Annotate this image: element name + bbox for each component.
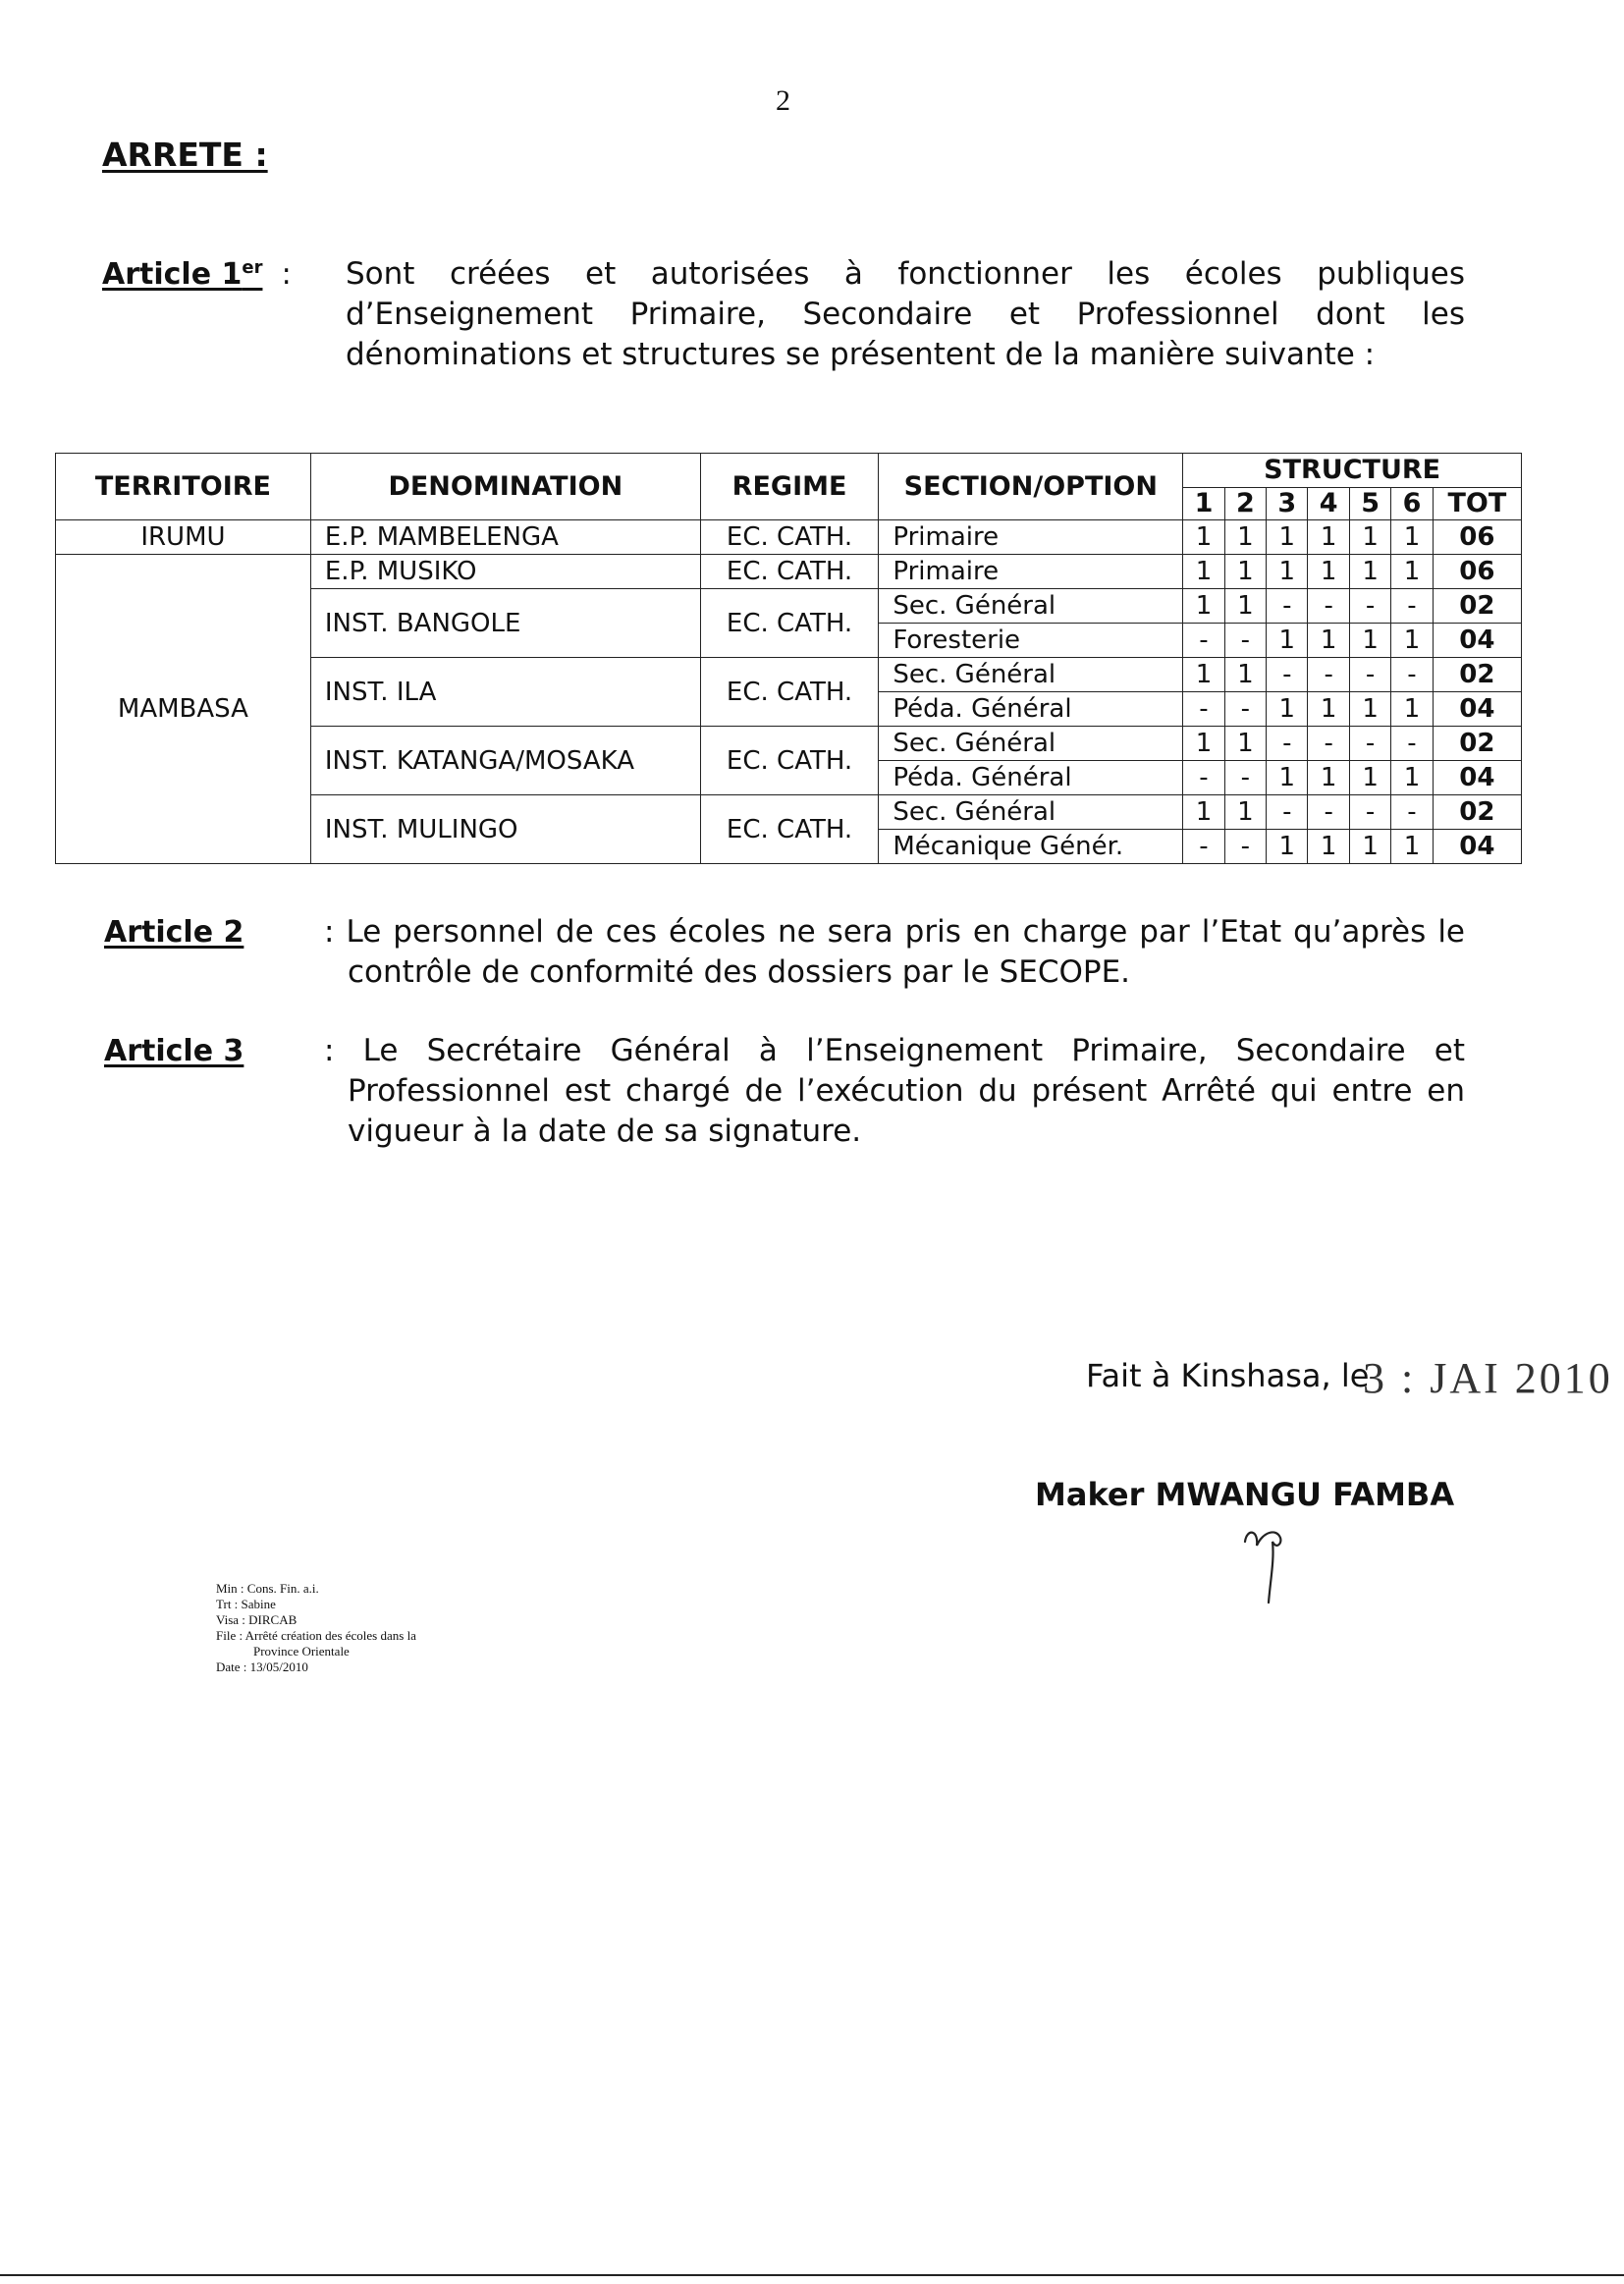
cell-section: Mécanique Génér. [879,830,1183,864]
cell-s6: - [1391,658,1433,692]
cell-s6: 1 [1391,624,1433,658]
handwritten-signature [1237,1520,1296,1608]
footer-file: File : Arrêté création des écoles dans la [216,1628,416,1643]
cell-denomination: INST. MULINGO [310,795,700,864]
table-row [56,555,1522,589]
cell-tot: 04 [1433,692,1521,727]
cell-s3: 1 [1267,761,1308,795]
cell-s1: 1 [1183,658,1224,692]
cell-regime: EC. CATH. [700,795,879,864]
cell-section: Sec. Général [879,589,1183,624]
cell-denomination: E.P. MAMBELENGA [310,520,700,555]
cell-s2: 1 [1224,555,1266,589]
cell-s1: 1 [1183,589,1224,624]
cell-s3: - [1267,658,1308,692]
schools-structure-table [55,453,1522,864]
cell-regime: EC. CATH. [700,658,879,727]
cell-s1: - [1183,830,1224,864]
cell-s2: - [1224,830,1266,864]
cell-s6: 1 [1391,830,1433,864]
cell-s2: - [1224,761,1266,795]
header-tot: TOT [1433,488,1521,520]
cell-regime: EC. CATH. [700,555,879,589]
footer-min: Min : Cons. Fin. a.i. [216,1581,319,1596]
header-regime: REGIME [700,454,879,520]
cell-s1: 1 [1183,727,1224,761]
header-col-3: 3 [1267,488,1308,520]
cell-s2: 1 [1224,658,1266,692]
cell-s3: 1 [1267,520,1308,555]
article-1-line-1: Sont créées et autorisées à fonctionner les écoles publiques [346,256,1465,292]
header-col-1: 1 [1183,488,1224,520]
cell-tot: 06 [1433,520,1521,555]
cell-territoire: MAMBASA [56,555,311,864]
article-1-line-3: dénominations et structures se présentent de la manière suivante : [346,337,1376,372]
cell-s4: 1 [1308,830,1349,864]
article-3-line-2: Professionnel est chargé de l’exécution du présent Arrêté qui entre en [348,1073,1465,1109]
cell-s5: - [1349,795,1390,830]
cell-denomination: INST. KATANGA/MOSAKA [310,727,700,795]
header-col-6: 6 [1391,488,1433,520]
footer-date: Date : 13/05/2010 [216,1659,308,1674]
cell-section: Sec. Général [879,795,1183,830]
article-3-line-1: : Le Secrétaire Général à l’Enseignement Primaire, Secondaire et [324,1033,1465,1068]
article-1-label [102,257,292,292]
cell-s6: - [1391,727,1433,761]
cell-s4: - [1308,658,1349,692]
signatory-name: Maker MWANGU FAMBA [1035,1476,1455,1513]
cell-s5: - [1349,727,1390,761]
article-3-body [324,1031,1465,1152]
cell-tot: 02 [1433,795,1521,830]
cell-s2: 1 [1224,520,1266,555]
cell-s4: - [1308,589,1349,624]
cell-denomination: E.P. MUSIKO [310,555,700,589]
article-1-line-2: d’Enseignement Primaire, Secondaire et Professionnel dont les [346,297,1465,332]
cell-s4: - [1308,795,1349,830]
cell-section: Sec. Général [879,727,1183,761]
cell-s2: 1 [1224,727,1266,761]
cell-territoire: IRUMU [56,520,311,555]
cell-s5: 1 [1349,692,1390,727]
cell-regime: EC. CATH. [700,520,879,555]
cell-s5: 1 [1349,520,1390,555]
cell-s4: 1 [1308,624,1349,658]
cell-s1: - [1183,624,1224,658]
article-2-line-1: : Le personnel de ces écoles ne sera pris en charge par l’Etat qu’après le [324,914,1465,950]
cell-section: Sec. Général [879,658,1183,692]
cell-section: Primaire [879,555,1183,589]
cell-section: Péda. Général [879,692,1183,727]
cell-s6: 1 [1391,761,1433,795]
cell-s1: - [1183,761,1224,795]
cell-s3: 1 [1267,555,1308,589]
header-territoire: TERRITOIRE [56,454,311,520]
cell-s4: 1 [1308,555,1349,589]
cell-s3: 1 [1267,830,1308,864]
cell-tot: 04 [1433,624,1521,658]
cell-s3: - [1267,795,1308,830]
cell-s4: - [1308,727,1349,761]
article-3-line-3: vigueur à la date de sa signature. [348,1114,862,1149]
cell-s6: - [1391,589,1433,624]
cell-s4: 1 [1308,761,1349,795]
cell-s3: - [1267,727,1308,761]
article-2-body [324,912,1465,993]
article-2-line-2: contrôle de conformité des dossiers par le SECOPE. [348,954,1131,990]
cell-s5: 1 [1349,555,1390,589]
cell-denomination: INST. BANGOLE [310,589,700,658]
header-section: SECTION/OPTION [879,454,1183,520]
cell-denomination: INST. ILA [310,658,700,727]
cell-s3: - [1267,589,1308,624]
cell-s5: 1 [1349,624,1390,658]
page-number: 2 [776,84,790,117]
cell-s2: - [1224,692,1266,727]
cell-tot: 04 [1433,830,1521,864]
cell-regime: EC. CATH. [700,589,879,658]
article-2-label: Article 2 [104,915,244,950]
cell-tot: 02 [1433,589,1521,624]
header-col-2: 2 [1224,488,1266,520]
cell-s6: 1 [1391,555,1433,589]
cell-s2: 1 [1224,795,1266,830]
cell-s1: 1 [1183,520,1224,555]
cell-s2: 1 [1224,589,1266,624]
cell-s4: 1 [1308,692,1349,727]
cell-s3: 1 [1267,624,1308,658]
date-stamp: 3 : JAI 2010 [1363,1354,1613,1402]
cell-regime: EC. CATH. [700,727,879,795]
cell-s5: - [1349,658,1390,692]
header-col-5: 5 [1349,488,1390,520]
header-denomination: DENOMINATION [310,454,700,520]
header-structure: STRUCTURE [1183,454,1522,488]
cell-s6: 1 [1391,692,1433,727]
cell-s5: 1 [1349,761,1390,795]
cell-tot: 04 [1433,761,1521,795]
header-col-4: 4 [1308,488,1349,520]
cell-s1: 1 [1183,795,1224,830]
article-1-label-text: Article 1 [102,257,243,292]
article-1-colon: : [281,257,292,292]
footer-trt: Trt : Sabine [216,1597,276,1611]
article-1-label-sup: er [242,257,263,278]
cell-section: Foresterie [879,624,1183,658]
cell-s3: 1 [1267,692,1308,727]
footer-visa: Visa : DIRCAB [216,1612,298,1627]
cell-section: Primaire [879,520,1183,555]
bottom-rule [0,2274,1624,2276]
cell-s1: - [1183,692,1224,727]
article-1-body [346,254,1465,375]
cell-tot: 06 [1433,555,1521,589]
signature-place: Fait à Kinshasa, le [1086,1357,1370,1394]
table-row [56,520,1522,555]
cell-s6: 1 [1391,520,1433,555]
cell-section: Péda. Général [879,761,1183,795]
cell-s4: 1 [1308,520,1349,555]
cell-s6: - [1391,795,1433,830]
cell-s1: 1 [1183,555,1224,589]
footer-file-cont: Province Orientale [253,1644,350,1659]
reference-footer [216,1581,416,1675]
cell-s5: - [1349,589,1390,624]
cell-s5: 1 [1349,830,1390,864]
article-3-label: Article 3 [104,1034,244,1068]
document-heading: ARRETE : [102,136,268,174]
cell-s2: - [1224,624,1266,658]
cell-tot: 02 [1433,727,1521,761]
cell-tot: 02 [1433,658,1521,692]
table-header-row [56,454,1522,488]
